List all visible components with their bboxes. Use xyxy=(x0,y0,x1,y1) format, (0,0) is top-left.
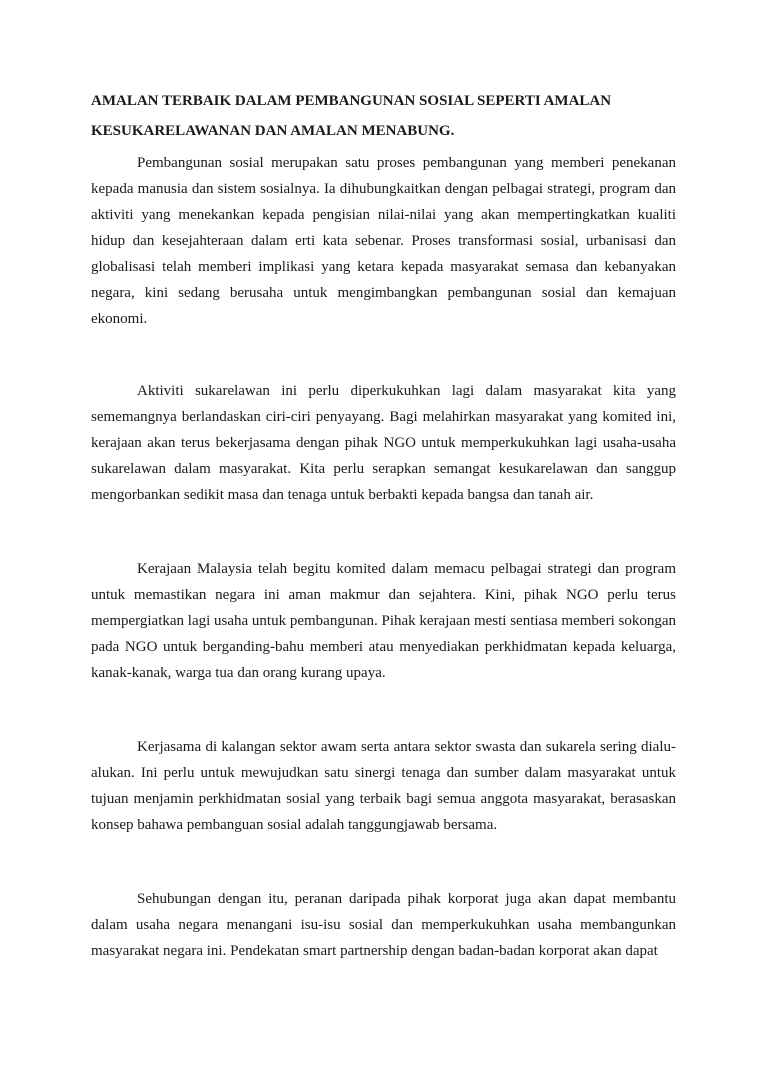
document-title: AMALAN TERBAIK DALAM PEMBANGUNAN SOSIAL SEPERTI AMALAN KESUKARELAWANAN DAN AMALAN MENABUNG. xyxy=(91,93,612,139)
document-page xyxy=(91,86,676,964)
paragraph-3: Kerajaan Malaysia telah begitu komited dalam memacu pelbagai strategi dan program untuk memastikan negara ini aman makmur dan sejahtera. Kini, pihak NGO perlu terus mempergiatkan lagi usaha untuk pembangunan. Pihak kerajaan mesti sentiasa memberi sokongan pada NGO untuk berganding-bahu memberi atau menyediakan perkhidmatan kepada keluarga, kanak-kanak, warga tua dan orang kurang upaya. xyxy=(91,561,676,681)
paragraph-4: Kerjasama di kalangan sektor awam serta antara sektor swasta dan sukarela sering dialu-alukan. Ini perlu untuk mewujudkan satu sinergi tenaga dan sumber dalam masyarakat untuk tujuan menjamin perkhidmatan sosial yang terbaik bagi semua anggota masyarakat, berasaskan konsep bahawa pembanguan sosial adalah tanggungjawab bersama. xyxy=(91,739,676,833)
paragraph-2: Aktiviti sukarelawan ini perlu diperkukuhkan lagi dalam masyarakat kita yang sememangnya berlandaskan ciri-ciri penyayang. Bagi melahirkan masyarakat yang komited ini, kerajaan akan terus bekerjasama dengan pihak NGO untuk memperkukuhkan lagi usaha-usaha sukarelawan dalam masyarakat. Kita perlu serapkan semangat kesukarelawan dan sanggup mengorbankan sedikit masa dan tenaga untuk berbakti kepada bangsa dan tanah air. xyxy=(91,383,676,503)
paragraph-1: Pembangunan sosial merupakan satu proses pembangunan yang memberi penekanan kepada manusia dan sistem sosialnya. Ia dihubungkaitkan dengan pelbagai strategi, program dan aktiviti yang menekankan kepada pengisian nilai-nilai yang akan mempertingkatkan kualiti hidup dan kesejahteraan dalam erti kata sebenar. Proses transformasi sosial, urbanisasi dan globalisasi telah memberi implikasi yang ketara kepada masyarakat semasa dan kebanyakan negara, kini sedang berusaha untuk mengimbangkan pembangunan sosial dan kemajuan ekonomi. xyxy=(91,155,676,327)
paragraph-5: Sehubungan dengan itu, peranan daripada pihak korporat juga akan dapat membantu dalam usaha negara menangani isu-isu sosial dan memperkukuhkan usaha membangunkan masyarakat negara ini. Pendekatan smart partnership dengan badan-badan korporat akan dapat xyxy=(91,891,676,959)
